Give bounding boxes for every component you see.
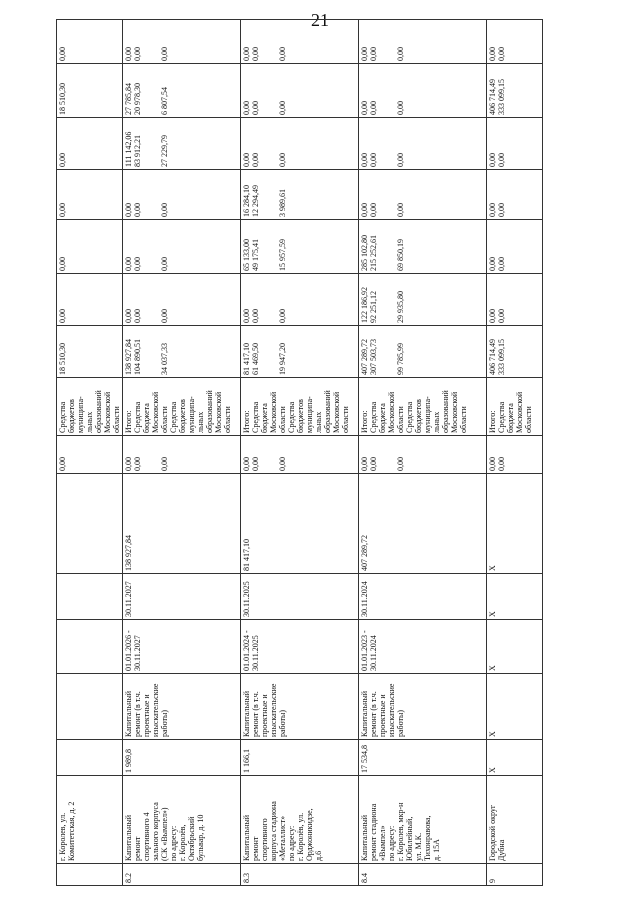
cell-2026: 0,00 0,00 (487, 118, 543, 170)
cell-capacity: 1 989,8 (123, 740, 241, 776)
cell-cost: 81 417,10 (241, 474, 359, 574)
cell-capacity: Х (487, 740, 543, 776)
table-row (123, 20, 241, 886)
cell-name: Капитальный ремонт стадиона «Вымпел» по адресу: г. Королев, мкр-н Юбилейный, ул. М.К. Тихонравова, д. 15А (359, 776, 487, 864)
cell-2027: 18 510,30 (57, 64, 123, 118)
cell-source: Средства бюджетов муниципа- льных образований Московской области (57, 378, 123, 436)
cell-2027: 0,00 0,00 0,00 (241, 64, 359, 118)
cell-2024: 0,00 (57, 220, 123, 274)
cell-2023: 0,00 0,00 0,00 (241, 274, 359, 326)
table-row (487, 20, 543, 886)
cell-work-type: Капитальный ремонт (в т.ч. проектные и изыскательские работы) (241, 674, 359, 740)
cell-no: 9 (487, 864, 543, 886)
cell-no (57, 864, 123, 886)
cell-name: Капитальный ремонт спортивного 4 зального корпуса (СК «Вымпел») по адресу: г. Королёв, Октябрьский бульвар, д. 10 (123, 776, 241, 864)
cell-rest: 0,00 0,00 (487, 20, 543, 64)
table-row (359, 20, 487, 886)
rotated-table-wrapper (56, 20, 566, 886)
cell-rest: 0,00 0,00 0,00 (359, 20, 487, 64)
cell-prior: 0,00 0,00 0,00 (123, 436, 241, 474)
cell-cost: 407 289,72 (359, 474, 487, 574)
cell-source: Итого: Средства бюджета Московской области Средства бюджетов муниципа- льных образований Московской области (359, 378, 487, 436)
cell-work-type (57, 674, 123, 740)
cell-cost: Х (487, 474, 543, 574)
cell-name: Капитальный ремонт спортивного корпуса стадиона «Металлист» по адресу: г. Королёв, ул. Орджоникидзе, д.6 (241, 776, 359, 864)
cell-2025: 0,00 (57, 170, 123, 220)
cell-no: 8.3 (241, 864, 359, 886)
cell-total: 406 714,49 333 099,15 (487, 326, 543, 378)
cell-total: 18 510,30 (57, 326, 123, 378)
cell-no: 8.4 (359, 864, 487, 886)
table-row (241, 20, 359, 886)
cell-2023: 122 186,92 92 251,12 29 935,80 (359, 274, 487, 326)
cell-capacity (57, 740, 123, 776)
cell-2027: 0,00 0,00 0,00 (359, 64, 487, 118)
cell-rest: 0,00 (57, 20, 123, 64)
cell-rest: 0,00 0,00 0,00 (241, 20, 359, 64)
cell-prior: 0,00 0,00 (487, 436, 543, 474)
cell-period: 01.01.2026 - 30.11.2027 (123, 620, 241, 674)
cell-work-type: Х (487, 674, 543, 740)
cell-2024: 285 102,80 215 252,61 69 850,19 (359, 220, 487, 274)
cell-prior: 0,00 0,00 0,00 (359, 436, 487, 474)
cell-deadline: Х (487, 574, 543, 620)
cell-period (57, 620, 123, 674)
page-number: 21 (311, 10, 329, 30)
cell-deadline: 30.11.2025 (241, 574, 359, 620)
cell-work-type: Капитальный ремонт (в т.ч. проектные и изыскательские работы) (123, 674, 241, 740)
cell-no: 8.2 (123, 864, 241, 886)
cell-2026: 0,00 0,00 0,00 (241, 118, 359, 170)
cell-2025: 0,00 0,00 (487, 170, 543, 220)
cell-total: 407 289,72 307 503,73 99 785,99 (359, 326, 487, 378)
cell-cost (57, 474, 123, 574)
table-row (57, 20, 123, 886)
cell-2026: 111 142,06 83 912,21 27 229,79 (123, 118, 241, 170)
cell-total: 81 417,10 61 469,50 19 947,20 (241, 326, 359, 378)
cell-deadline: 30.11.2024 (359, 574, 487, 620)
cell-work-type: Капитальный ремонт (в т.ч. проектные и изыскательские работы) (359, 674, 487, 740)
cell-prior: 0,00 (57, 436, 123, 474)
cell-2024: 0,00 0,00 0,00 (123, 220, 241, 274)
cell-capacity: 1 166,1 (241, 740, 359, 776)
cell-deadline: 30.11.2027 (123, 574, 241, 620)
cell-2023: 0,00 0,00 (487, 274, 543, 326)
cell-deadline (57, 574, 123, 620)
cell-2025: 16 284,10 12 294,49 3 989,61 (241, 170, 359, 220)
cell-name: Городской округ Дубна (487, 776, 543, 864)
cell-2025: 0,00 0,00 0,00 (359, 170, 487, 220)
cell-cost: 138 927,84 (123, 474, 241, 574)
cell-2026: 0,00 (57, 118, 123, 170)
cell-2025: 0,00 0,00 0,00 (123, 170, 241, 220)
cell-2027: 406 714,49 333 099,15 (487, 64, 543, 118)
cell-capacity: 17 534,8 (359, 740, 487, 776)
cell-2024: 0,00 0,00 (487, 220, 543, 274)
cell-period: 01.01.2024 - 30.11.2025 (241, 620, 359, 674)
cell-period: Х (487, 620, 543, 674)
rotated-page-area (56, 20, 566, 886)
cell-source: Итого: Средства бюджета Московской области Средства бюджетов муниципа- льных образований Московской области (241, 378, 359, 436)
cell-total: 138 927,84 104 890,51 34 037,33 (123, 326, 241, 378)
cell-rest: 0,00 0,00 0,00 (123, 20, 241, 64)
cell-2023: 0,00 (57, 274, 123, 326)
cell-2027: 27 785,84 20 978,30 6 807,54 (123, 64, 241, 118)
cell-period: 01.01.2023 - 30.11.2024 (359, 620, 487, 674)
cell-2023: 0,00 0,00 0,00 (123, 274, 241, 326)
cell-2024: 65 133,00 49 175,41 15 957,59 (241, 220, 359, 274)
budget-table (56, 19, 543, 886)
cell-prior: 0,00 0,00 0,00 (241, 436, 359, 474)
cell-source: Итого: Средства бюджета Московской области Средства бюджетов муниципа- льных образований Московской области (123, 378, 241, 436)
cell-name: г. Королев, ул. Комитетская, д. 2 (57, 776, 123, 864)
cell-2026: 0,00 0,00 0,00 (359, 118, 487, 170)
cell-source: Итого: Средства бюджета Московской области (487, 378, 543, 436)
